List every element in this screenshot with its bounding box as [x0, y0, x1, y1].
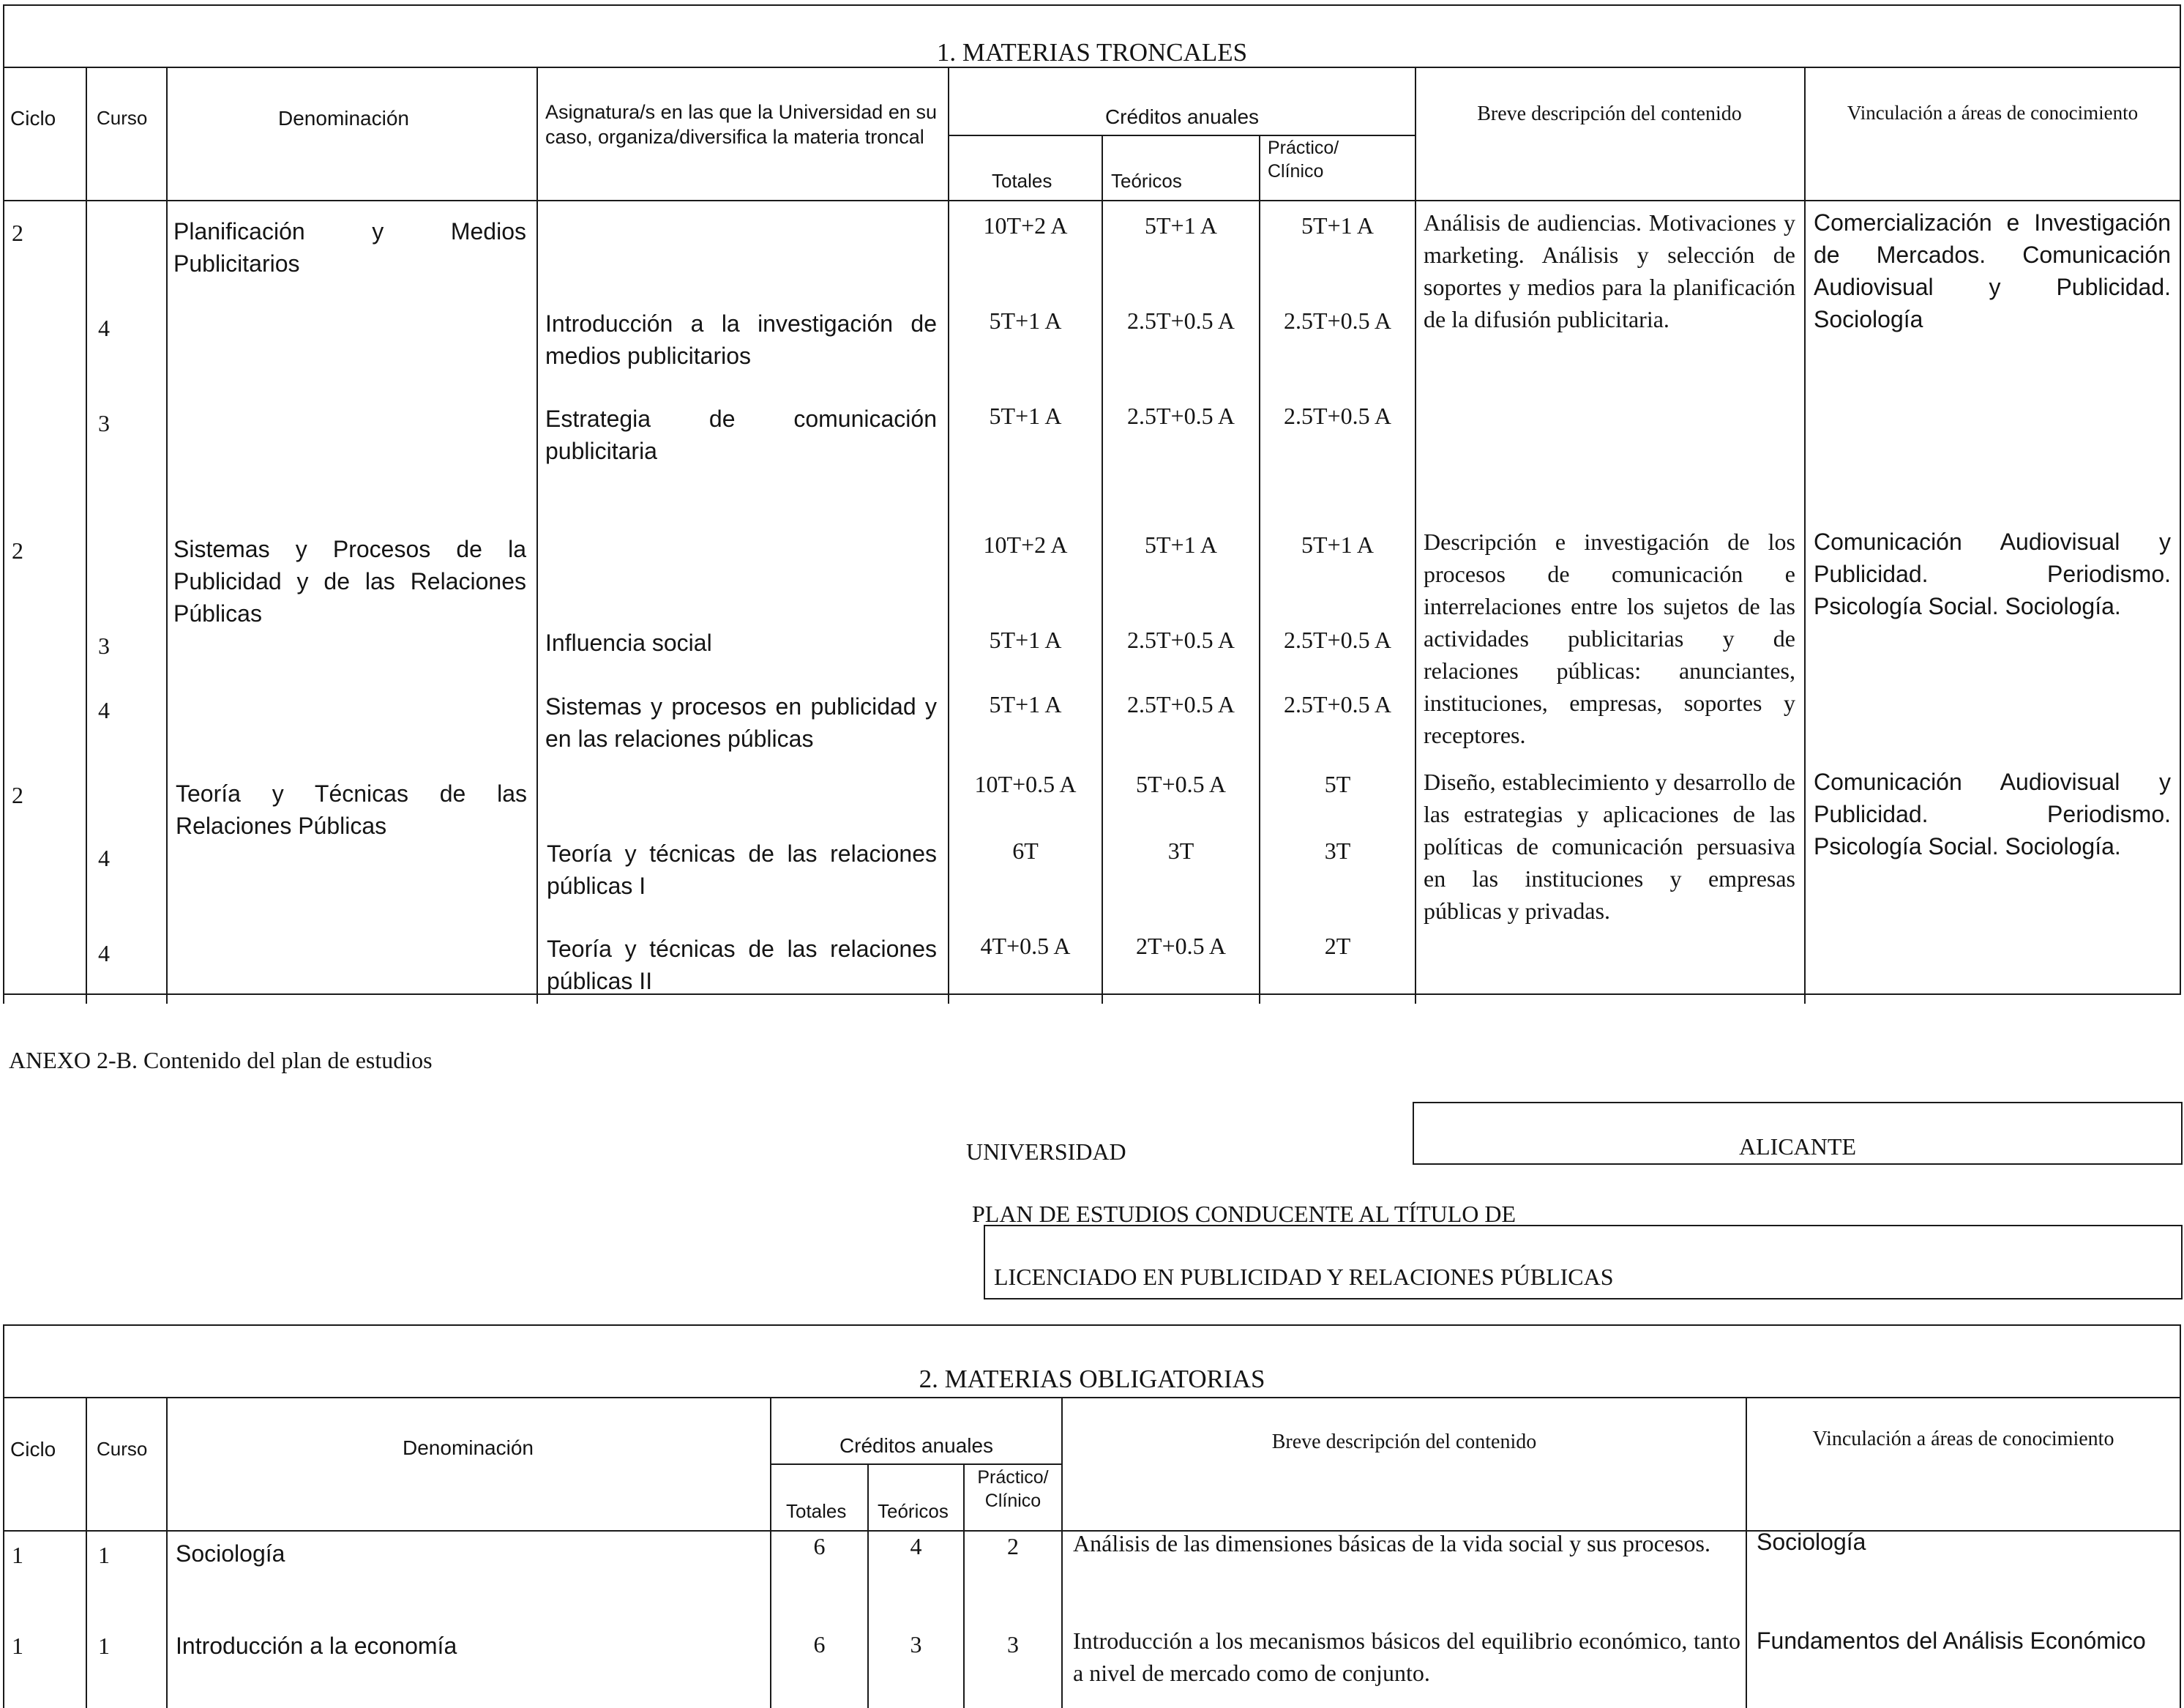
group3-subject2-asignatura: Teoría y técnicas de las relaciones públicas II [547, 936, 937, 994]
group3-subject2-totales: 4T+0.5 A [980, 933, 1071, 959]
table2-title-divider [3, 1397, 2181, 1398]
t2-row2-denominacion: Introducción a la economía [176, 1633, 457, 1659]
group2-subject1-totales: 5T+1 A [989, 627, 1062, 653]
group1-subject1-teoricos: 2.5T+0.5 A [1127, 307, 1235, 334]
table1-top-border [3, 4, 2181, 6]
table1-title-divider [3, 67, 2181, 68]
group1-descripcion: Análisis de audiencias. Motivaciones y marketing. Análisis y selección de soportes y medios para la planificación de la difusión publicitaria. [1424, 209, 1795, 332]
table2-title: 2. MATERIAS OBLIGATORIAS [919, 1365, 1265, 1393]
group2-teoricos: 5T+1 A [1145, 532, 1217, 558]
group3-vinculacion: Comunicación Audiovisual y Publicidad. Periodismo. Psicología Social. Sociología. [1814, 769, 2171, 859]
t2-header-denominacion: Denominación [403, 1436, 534, 1459]
table1-header-bottom [3, 200, 2181, 201]
t2-header-totales: Totales [786, 1500, 847, 1522]
group3-totales: 10T+0.5 A [974, 771, 1077, 797]
table2-col-divider [867, 1463, 869, 1708]
t2-row2-curso: 1 [98, 1633, 110, 1659]
group3-subject1-curso: 4 [98, 845, 110, 871]
table2-credits-divider [770, 1463, 1063, 1465]
group3-subject1-practico: 3T [1324, 838, 1351, 864]
group2-descripcion: Descripción e investigación de los procesos de comunicación e interrelaciones entre los sujetos de las actividades publicitarias y de relaciones públicas: anunciantes, instituciones, empresas, soportes y receptores. [1424, 529, 1795, 748]
t2-row1-totales: 6 [813, 1533, 826, 1559]
group1-totales: 10T+2 A [983, 212, 1068, 239]
group2-vinculacion: Comunicación Audiovisual y Publicidad. Periodismo. Psicología Social. Sociología. [1814, 529, 2171, 619]
t2-row1-teoricos: 4 [910, 1533, 922, 1559]
table1-col-divider [536, 67, 538, 1004]
table1-right-border [2180, 4, 2181, 995]
group1-subject1-totales: 5T+1 A [989, 307, 1062, 334]
t2-header-descripcion: Breve descripción del contenido [1271, 1431, 1537, 1453]
t2-header-ciclo: Ciclo [10, 1438, 56, 1461]
group1-subject1-asignatura: Introducción a la investigación de medios publicitarios [545, 310, 937, 369]
t2-row1-descripcion: Análisis de las dimensiones básicas de la vida social y sus procesos. [1073, 1530, 1710, 1556]
t2-header-curso: Curso [97, 1438, 148, 1460]
group1-subject2-asignatura: Estrategia de comunicación publicitaria [545, 406, 937, 464]
header-descripcion: Breve descripción del contenido [1477, 102, 1742, 125]
t2-row1-denominacion: Sociología [176, 1540, 285, 1567]
group2-subject1-practico: 2.5T+0.5 A [1284, 627, 1391, 653]
table2-top-border [3, 1324, 2181, 1326]
group2-practico: 5T+1 A [1301, 532, 1374, 558]
group1-subject1-practico: 2.5T+0.5 A [1284, 307, 1391, 334]
table1-col-divider [1102, 135, 1103, 1004]
header-denominacion: Denominación [278, 107, 409, 130]
group3-subject1-asignatura: Teoría y técnicas de las relaciones públicas I [547, 840, 937, 899]
group1-denominacion: Planificación y Medios Publicitarios [173, 218, 526, 277]
t2-row2-teoricos: 3 [910, 1631, 922, 1657]
table2-col-divider [86, 1397, 87, 1708]
header-vinculacion: Vinculación a áreas de conocimiento [1847, 102, 2139, 124]
t2-header-creditos-anuales: Créditos anuales [839, 1434, 994, 1457]
table1-col-divider [1804, 67, 1806, 1004]
table1-bottom-border [3, 993, 2181, 995]
group2-subject1-asignatura: Influencia social [545, 630, 712, 656]
header-practico-clinico: Práctico/ Clínico [1268, 138, 1339, 182]
header-asignaturas: Asignatura/s en las que la Universidad en su caso, organiza/diversifica la materia troncal [545, 101, 937, 148]
t2-row1-curso: 1 [98, 1542, 110, 1568]
annex-heading: ANEXO 2-B. Contenido del plan de estudios [9, 1047, 433, 1073]
group1-practico: 5T+1 A [1301, 212, 1374, 239]
header-totales: Totales [992, 170, 1052, 192]
t2-row2-vinculacion: Fundamentos del Análisis Económico [1757, 1627, 2146, 1654]
group3-descripcion: Diseño, establecimiento y desarrollo de las estrategias y aplicaciones de las políticas de comunicación persuasiva en las instituciones y empresas públicas y privadas. [1424, 769, 1795, 924]
group2-subject2-asignatura: Sistemas y procesos en publicidad y en las relaciones públicas [545, 693, 937, 752]
plan-value: LICENCIADO EN PUBLICIDAD Y RELACIONES PÚBLICAS [994, 1264, 1614, 1290]
group3-subject2-curso: 4 [98, 940, 110, 966]
group3-subject2-practico: 2T [1324, 933, 1351, 959]
group1-subject2-totales: 5T+1 A [989, 403, 1062, 429]
group2-totales: 10T+2 A [983, 532, 1068, 558]
group3-ciclo: 2 [12, 782, 23, 808]
group1-ciclo: 2 [12, 220, 23, 246]
t2-header-teoricos: Teóricos [878, 1500, 949, 1522]
t2-row1-vinculacion: Sociología [1757, 1529, 1866, 1555]
header-curso: Curso [97, 107, 148, 129]
table1-col-divider [1259, 135, 1260, 1004]
group3-subject1-totales: 6T [1012, 838, 1039, 864]
group2-subject2-practico: 2.5T+0.5 A [1284, 691, 1391, 717]
header-teoricos: Teóricos [1111, 170, 1182, 192]
table1-title: 1. MATERIAS TRONCALES [936, 38, 1248, 67]
group2-subject1-curso: 3 [98, 633, 110, 659]
t2-header-practico-clinico: Práctico/ Clínico [977, 1467, 1049, 1511]
group3-practico: 5T [1324, 771, 1351, 797]
header-creditos-anuales: Créditos anuales [1104, 105, 1260, 128]
t2-row1-ciclo: 1 [12, 1542, 23, 1568]
t2-row1-practico: 2 [1007, 1533, 1019, 1559]
table1-left-border [3, 4, 4, 1004]
group2-ciclo: 2 [12, 537, 23, 564]
universidad-value: ALICANTE [1739, 1133, 1856, 1160]
group1-subject2-teoricos: 2.5T+0.5 A [1127, 403, 1235, 429]
group3-denominacion: Teoría y Técnicas de las Relaciones Públicas [176, 780, 527, 839]
header-ciclo: Ciclo [10, 107, 56, 130]
group1-subject2-curso: 3 [98, 410, 110, 436]
plan-label: PLAN DE ESTUDIOS CONDUCENTE AL TÍTULO DE [972, 1201, 1517, 1227]
group1-subject2-practico: 2.5T+0.5 A [1284, 403, 1391, 429]
group1-subject1-curso: 4 [98, 315, 110, 341]
group2-subject1-teoricos: 2.5T+0.5 A [1127, 627, 1235, 653]
t2-row2-practico: 3 [1007, 1631, 1019, 1657]
group3-subject1-teoricos: 3T [1167, 838, 1194, 864]
group1-vinculacion: Comercialización e Investigación de Mercados. Comunicación Audiovisual y Publicidad. Sociología [1814, 209, 2171, 332]
t2-header-vinculacion: Vinculación a áreas de conocimiento [1812, 1428, 2114, 1450]
group3-subject2-teoricos: 2T+0.5 A [1136, 933, 1226, 959]
t2-row2-totales: 6 [813, 1631, 826, 1657]
t2-row2-ciclo: 1 [12, 1633, 23, 1659]
t2-row2-descripcion: Introducción a los mecanismos básicos del equilibrio económico, tanto a nivel de mercado como de conjunto. [1073, 1627, 1740, 1686]
group2-subject2-curso: 4 [98, 697, 110, 723]
group2-subject2-teoricos: 2.5T+0.5 A [1127, 691, 1235, 717]
group2-denominacion: Sistemas y Procesos de la Publicidad y de las Relaciones Públicas [173, 536, 526, 627]
table1-col-divider [86, 67, 87, 1004]
universidad-label: UNIVERSIDAD [966, 1138, 1126, 1165]
group2-subject2-totales: 5T+1 A [989, 691, 1062, 717]
group3-teoricos: 5T+0.5 A [1136, 771, 1226, 797]
table1-col-divider [166, 67, 168, 1004]
group1-teoricos: 5T+1 A [1145, 212, 1217, 239]
